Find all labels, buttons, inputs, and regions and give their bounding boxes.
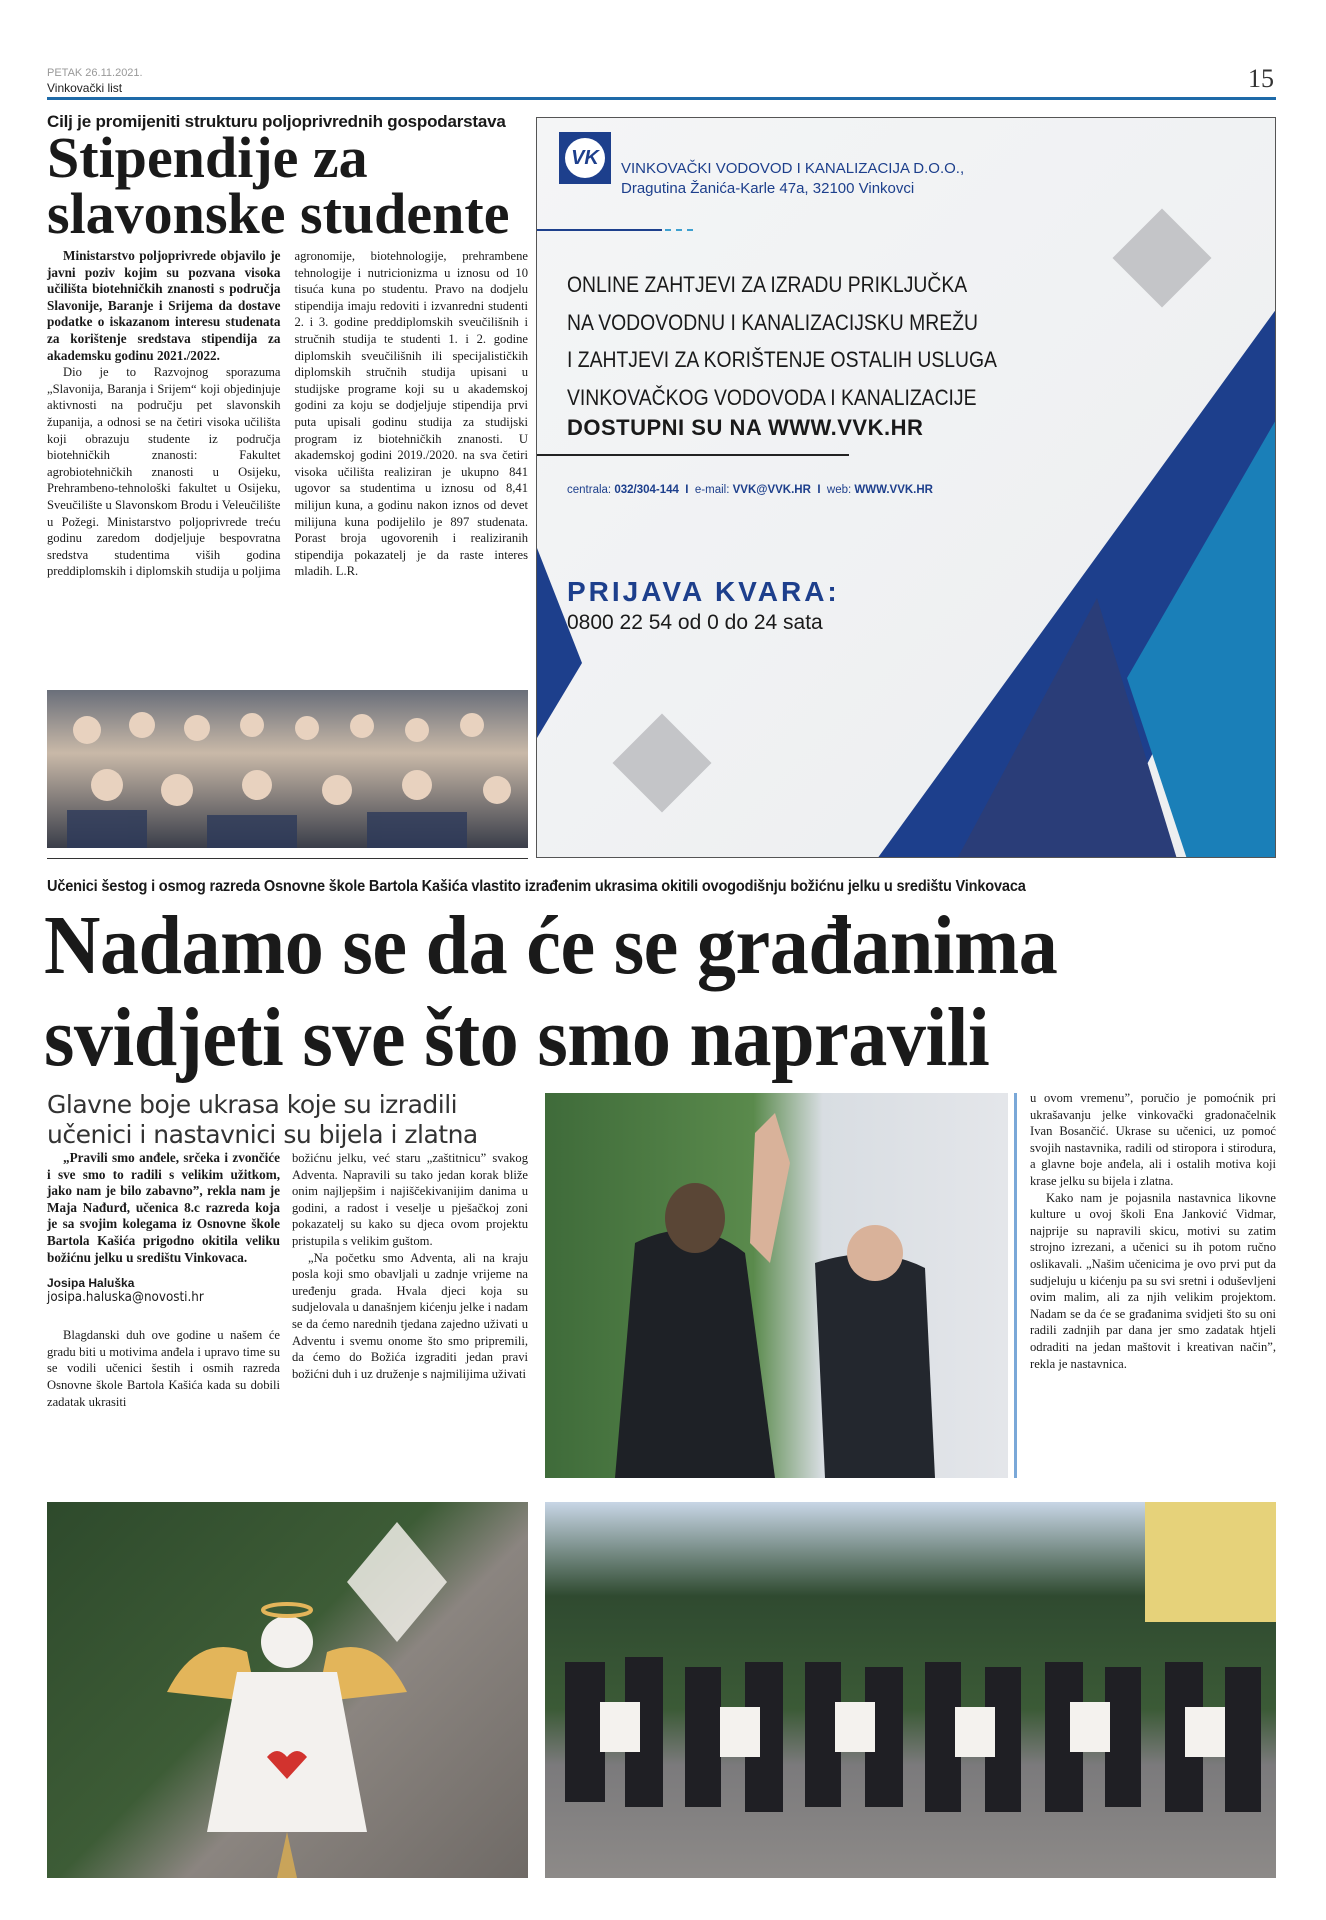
article2-subtitle (47, 1090, 478, 1150)
author-name: Josipa Haluška (47, 1276, 135, 1291)
article2-paragraph: Kako nam je pojasnila nastavnica likovne kulture u ovoj školi Ena Janković Vidmar, najprije su napravili skicu, motivi su zatim strojno izrezani, a učenici su ih potom ručno oslikavali. „Našim učenicima je ovo prvi put da sudjeluju u kićenju pa su svi sretni i oduševljeni ovim malim, ali za njih velikim projektom. Nadam se da će se građanima svidjeti što su oni radili zadnjih par dana jer smo zadatak htjeli odraditi na jedan maštovit i kreativan način”, rekla je nastavnica. (1030, 1190, 1276, 1371)
web-label: web: (826, 484, 852, 496)
subtitle-line2: učenici i nastavnici su bijela i zlatna (47, 1120, 478, 1149)
article1-kicker: Cilj je promijeniti strukturu poljoprivrednih gospodarstava (47, 112, 506, 131)
email-label: e-mail: (694, 484, 730, 496)
article1-lead: Ministarstvo poljoprivrede objavilo je javni poziv kojim su pozvana visoka učilišta biotehničkih znanosti s područja Slavonije, Baranje i Srijema da dostave podatke o iskazanom interesu studenata za korištenje sredstava stipendija za akademsku godinu 2021./2022. (47, 248, 281, 363)
page-number: 15 (1248, 64, 1274, 93)
article2-title-line1: Nadamo se da će se građanima (44, 899, 1058, 992)
students-group-photo (545, 1502, 1276, 1878)
article2-paragraph: božićnu jelku, već staru „zaštitnicu” svakog Adventa. Napravili su tako jedan korak bliže onim najljepšim i najiščekivanijim danima u godini, a radost i veselje u pješačkoj zoni pokazatelj su kako su djeca ovom projektu pristupila s velikim guštom. (292, 1151, 528, 1248)
author-email[interactable]: josipa.haluska@novosti.hr (47, 1290, 204, 1306)
separator: I (685, 484, 689, 496)
article2-paragraph: „Na početku smo Adventa, ali na kraju posla koji smo obavljali u zadnje vrijeme na uređenju grada. Hvala djeci koja su sudjelovala u današnjem kićenju jelke i nadam se da ćemo narednih tjedana zajedno uživati u Adventu i svemu onome što smo pripremili, da ćemo do Božića izgraditi jedan pravi božićni duh i uz druženje s najmilijima uživati (292, 1250, 528, 1381)
ad-line: NA VODOVODNU I KANALIZACIJSKU MREŽU (567, 309, 978, 335)
angel-ornament-photo (47, 1502, 528, 1878)
article1-title-line1: Stipendije za (47, 125, 368, 190)
students-lecture-photo (47, 690, 528, 848)
ad-address: Dragutina Žanića-Karle 47a, 32100 Vinkovci (621, 180, 915, 197)
vvk-logo (559, 132, 611, 184)
article2-title (44, 900, 1057, 1084)
article2-col1 (47, 1150, 280, 1410)
article2-title-line2: svidjeti sve što smo napravili (44, 991, 990, 1084)
subtitle-line1: Glavne boje ukrasa koje su izradili (47, 1090, 458, 1119)
ad-fault-phone: 0800 22 54 od 0 do 24 sata (567, 611, 823, 634)
email-value: VVK@VVK.HR (732, 484, 811, 496)
header-rule (47, 97, 1276, 100)
column-accent-bar (1014, 1093, 1017, 1478)
separator: I (817, 484, 821, 496)
ad-company: VINKOVAČKI VODOVOD I KANALIZACIJA D.O.O., (621, 160, 965, 177)
ad-line: VINKOVAČKOG VODOVODA I KANALIZACIJE (567, 384, 977, 410)
vvk-advertisement (536, 117, 1276, 858)
phone-label: centrala: (567, 484, 612, 496)
article2-lead: „Pravili smo anđele, srčeka i zvončiće i sve smo to radili s velikim užitkom, jako nam je bilo zabavno”, rekla nam je Maja Nađurđ, učenica 8.c razreda koja je sa svojim kolegama iz Osnovne škole Bartola Kašića prigodno okitila veliku božićnu jelku u središtu Vinkovaca. (47, 1150, 280, 1265)
article1-paragraph: Dio je to Razvojnog sporazuma „Slavonija, Baranja i Srijem“ koji objedinjuje aktivnosti na području pet slavonskih županija, a odnosi se na četiri visoka učilišta koji obrazuju studente iz područja biotehničkih znanosti: Fakultet agrobiotehničkih znanosti u Osijeku, Prehrambeno-tehnološki fakultet u Osijeku, Sveučilište u Slavonskom Brodu i Veleučilište u Požegi. Ministarstvo poljoprivrede treću godinu zaredom dodjeljuje bespovratna sredstva studentima viših godina preddiplomskih i diplomskih studija u poljima agronomije, biotehnologije, prehrambene tehnologije i nutricionizma u iznosu od 10 tisuća kuna po studentu. Pravo na dodjelu stipendija imaju redoviti i izvanredni studenti 2. i 3. godine preddiplomskih sveučilišnih i stručnih studija te studenti 1. i 2. godine diplomskih sveučilišnih ili specijalističkih diplomskih stručnih studija upisani u studijske programe koji su u akademskoj godini za koju se dodjeljuje stipendija prvi puta upisali godinu studija za studijski program iz biotehničkih znanosti. U akademskoj godini 2019./2020. na sva četiri visoka učilišta realiziran je ukupno 841 ugovor sa studentima u iznosu od 8,41 milijun kuna, a godinu nakon iznos od devet milijuna kuna podijelilo je 897 studenata. Porast broja ugovorenih i realiziranih stipendija pokazatelj je da raste interes mladih. L.R. (47, 249, 528, 579)
article1-body (47, 248, 528, 680)
ad-line: I ZAHTJEVI ZA KORIŠTENJE OSTALIH USLUGA (567, 347, 997, 372)
ad-contacts (567, 484, 933, 496)
web-value: WWW.VVK.HR (854, 484, 933, 496)
article2-paragraph: u ovom vremenu”, poručio je pomoćnik pri ukrašavanju jelke vinkovački gradonačelnik Ivan Bosančić. Ukrase su učenici, uz pomoć svojih nastavnika, radili od stiropora i stirodura, a glavne boje anđela, ali i ostalih motiva koji krase jelku su bijela i zlatna. (1030, 1091, 1276, 1188)
vvk-logo-text: VK (565, 138, 605, 178)
article2-col2 (292, 1150, 528, 1382)
newspaper-name: Vinkovački list (47, 81, 123, 95)
mayor-high-five-photo (545, 1093, 1008, 1478)
article1-title-line2: slavonske studente (47, 181, 510, 246)
section-divider (47, 858, 528, 859)
article2-paragraph: Blagdanski duh ove godine u našem će gradu biti u motivima anđela i upravo time su se vodili učenici šestih i osmih razreda Osnovne škole Bartola Kašića kada su dobili zadatak ukrasiti (47, 1328, 280, 1409)
ad-services (567, 266, 997, 416)
article2-kicker: Učenici šestog i osmog razreda Osnovne škole Bartola Kašića vlastito izrađenim ukrasima okitili ovogodišnju božićnu jelku u središtu Vinkovaca (47, 878, 1026, 895)
phone-value: 032/304-144 (614, 484, 679, 496)
ad-fault-title: PRIJAVA KVARA: (567, 576, 840, 607)
issue-date: PETAK 26.11.2021. (47, 67, 143, 79)
article2-col3 (1030, 1090, 1276, 1372)
ad-cta: DOSTUPNI SU NA WWW.VVK.HR (567, 415, 924, 440)
article1-title (47, 125, 528, 246)
ad-line: ONLINE ZAHTJEVI ZA IZRADU PRIKLJUČKA (567, 272, 968, 297)
